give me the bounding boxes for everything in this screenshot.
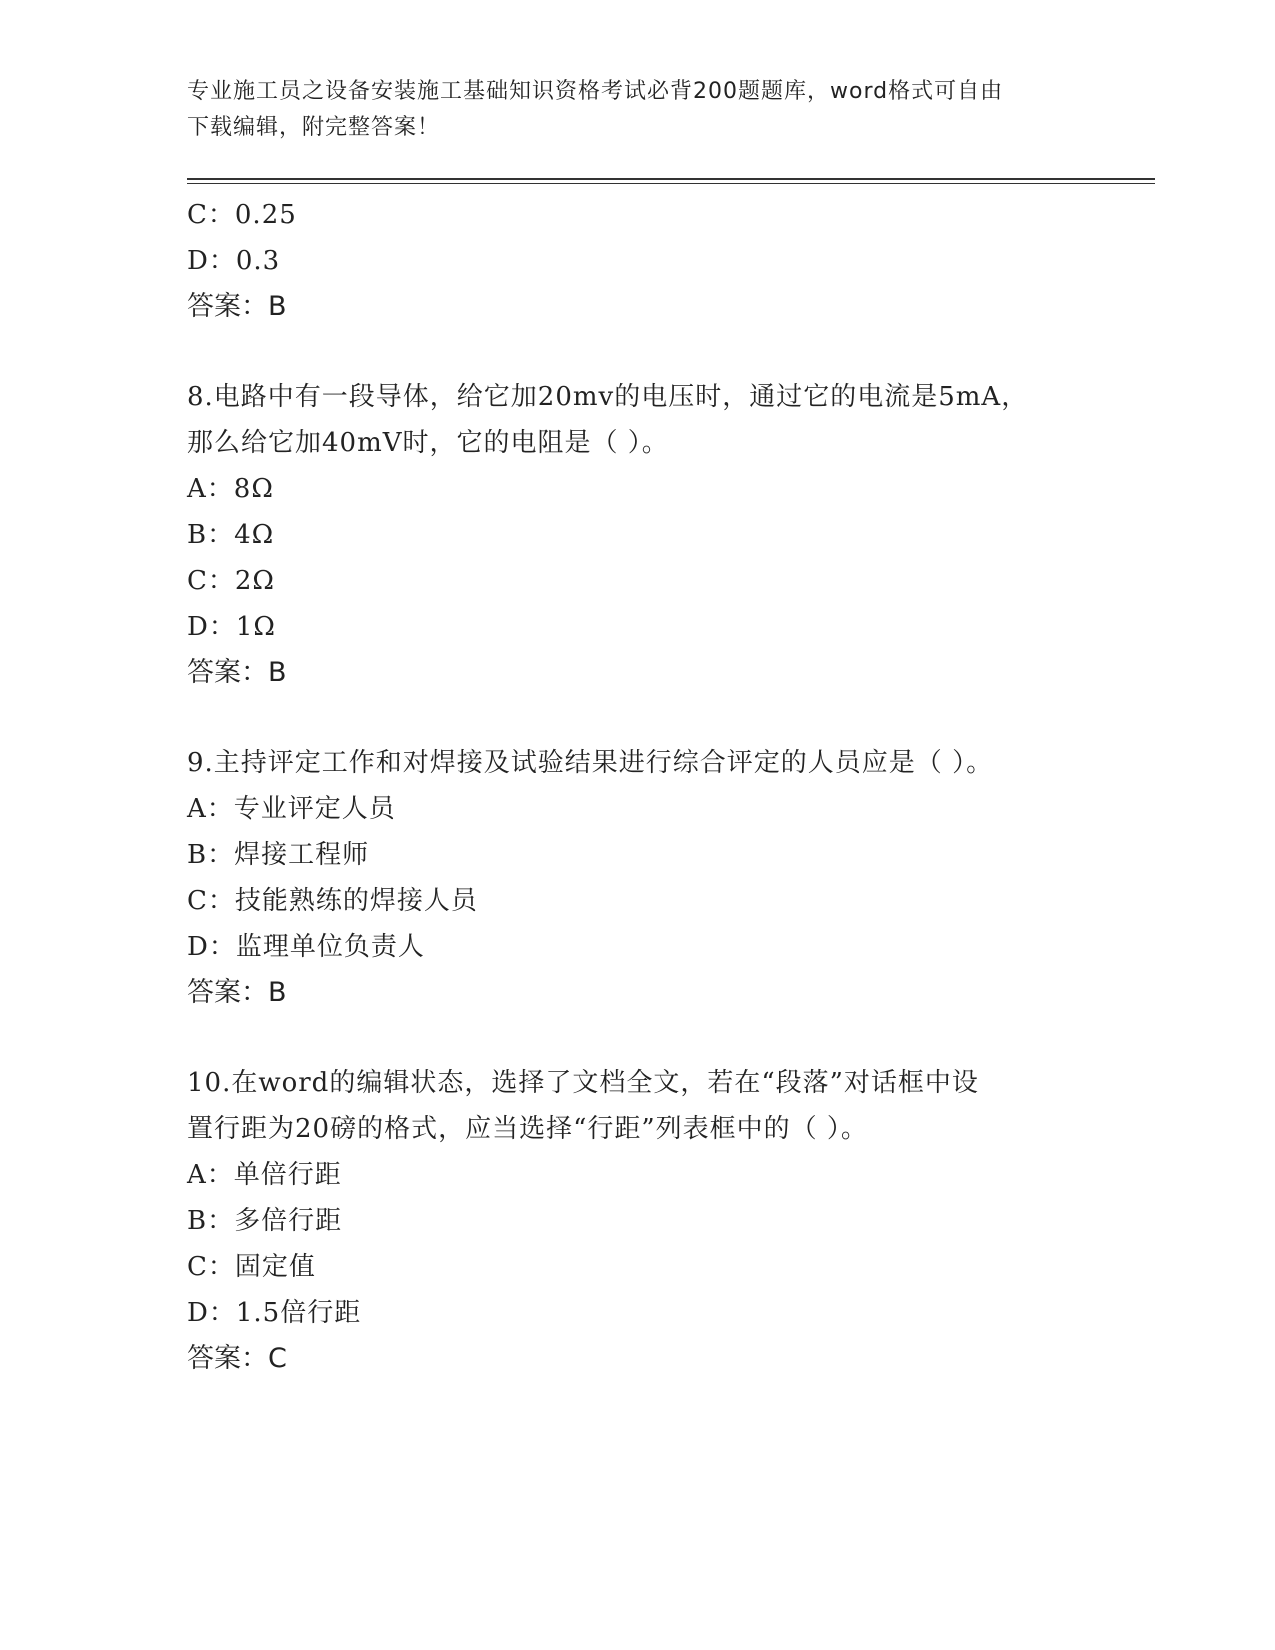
header-divider-thick bbox=[187, 178, 1155, 180]
option-a: A：单倍行距 bbox=[187, 1160, 342, 1190]
option-c: C：2Ω bbox=[187, 566, 275, 596]
option-d: D：1Ω bbox=[187, 612, 276, 642]
option-d: D：0.3 bbox=[187, 246, 281, 276]
document-header bbox=[187, 74, 1067, 146]
spacer bbox=[187, 330, 1087, 374]
answer-line: 答案：C bbox=[187, 1343, 287, 1374]
question-stem-line: 8.电路中有一段导体，给它加20mv的电压时，通过它的电流是5mA， bbox=[187, 382, 1029, 412]
answer-line: 答案：B bbox=[187, 291, 287, 322]
option-c: C：技能熟练的焊接人员 bbox=[187, 886, 478, 916]
option-c: C：固定值 bbox=[187, 1252, 316, 1282]
answer-line: 答案：B bbox=[187, 977, 287, 1008]
question-block-10 bbox=[187, 1060, 1087, 1382]
question-stem-line: 那么给它加40mV时，它的电阻是（ ）。 bbox=[187, 428, 669, 458]
option-b: B：焊接工程师 bbox=[187, 840, 370, 870]
answer-line: 答案：B bbox=[187, 657, 287, 688]
question-block-9 bbox=[187, 740, 1087, 1016]
option-c: C：0.25 bbox=[187, 200, 297, 230]
spacer bbox=[187, 1016, 1087, 1060]
header-title-line-2: 下载编辑，附完整答案！ bbox=[187, 115, 441, 140]
question-list bbox=[187, 192, 1087, 1382]
header-title-line-1: 专业施工员之设备安装施工基础知识资格考试必背200题题库，word格式可自由 bbox=[187, 79, 1004, 104]
question-stem-line: 置行距为20磅的格式，应当选择“行距”列表框中的（ ）。 bbox=[187, 1114, 868, 1144]
question-stem-line: 10.在word的编辑状态，选择了文档全文，若在“段落”对话框中设 bbox=[187, 1068, 979, 1098]
question-block-8 bbox=[187, 374, 1087, 696]
header-divider-thin bbox=[187, 183, 1155, 184]
option-d: D：监理单位负责人 bbox=[187, 932, 425, 962]
spacer bbox=[187, 696, 1087, 740]
option-b: B：多倍行距 bbox=[187, 1206, 343, 1236]
option-a: A：专业评定人员 bbox=[187, 794, 396, 824]
option-a: A：8Ω bbox=[187, 474, 274, 504]
option-d: D：1.5倍行距 bbox=[187, 1298, 362, 1328]
question-stem-line: 9.主持评定工作和对焊接及试验结果进行综合评定的人员应是（ ）。 bbox=[187, 748, 994, 778]
question-block-7 bbox=[187, 192, 1087, 330]
option-b: B：4Ω bbox=[187, 520, 275, 550]
